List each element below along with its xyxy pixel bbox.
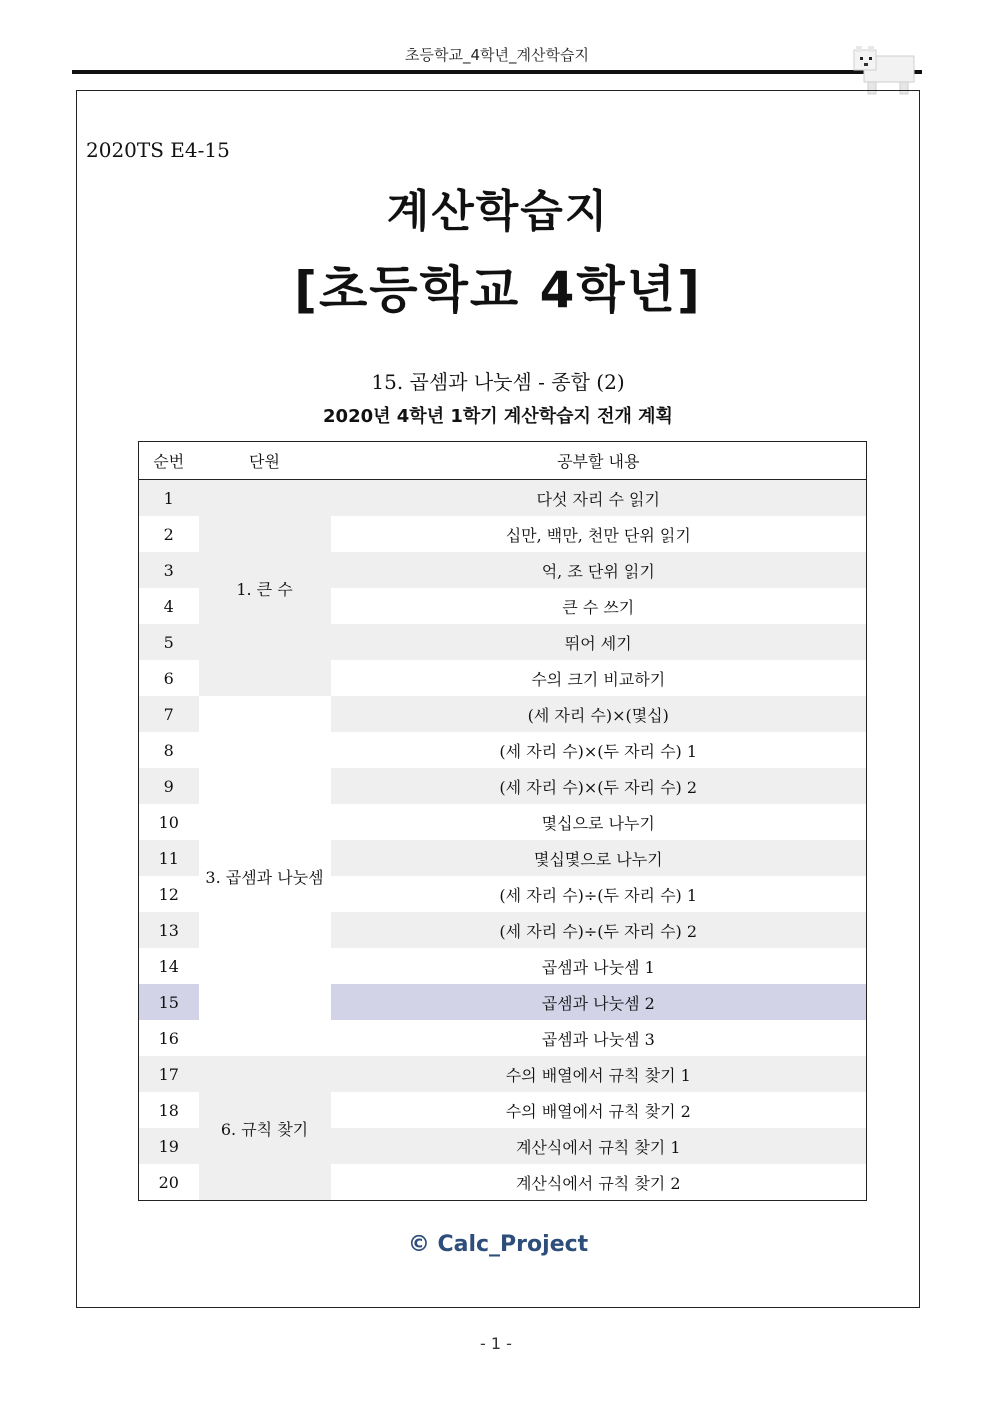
header-content: 공부할 내용 <box>331 442 867 480</box>
row-number: 13 <box>139 912 199 948</box>
row-content: 곱셈과 나눗셈 3 <box>331 1020 867 1056</box>
header-rule <box>72 70 922 74</box>
grade-title: [초등학교 4학년] <box>294 261 702 319</box>
row-content: 몇십으로 나누기 <box>331 804 867 840</box>
row-content: 몇십몇으로 나누기 <box>331 840 867 876</box>
row-content: 수의 배열에서 규칙 찾기 2 <box>331 1092 867 1128</box>
unit-cell: 3. 곱셈과 나눗셈 <box>199 696 331 1056</box>
row-number: 5 <box>139 624 199 660</box>
row-content: 다섯 자리 수 읽기 <box>331 480 867 517</box>
study-plan-table <box>138 441 867 1201</box>
row-number: 3 <box>139 552 199 588</box>
row-content: (세 자리 수)÷(두 자리 수) 1 <box>331 876 867 912</box>
table-row <box>139 1056 867 1092</box>
row-content: 수의 크기 비교하기 <box>331 660 867 696</box>
row-content: 계산식에서 규칙 찾기 1 <box>331 1128 867 1164</box>
row-number: 1 <box>139 480 199 517</box>
row-content: 뛰어 세기 <box>331 624 867 660</box>
row-content: 억, 조 단위 읽기 <box>331 552 867 588</box>
header-unit: 단원 <box>199 442 331 480</box>
page-title: 계산학습지 <box>386 186 610 237</box>
unit-cell: 6. 규칙 찾기 <box>199 1056 331 1201</box>
row-content: 계산식에서 규칙 찾기 2 <box>331 1164 867 1201</box>
row-number: 18 <box>139 1092 199 1128</box>
row-content: (세 자리 수)×(몇십) <box>331 696 867 732</box>
row-content: 큰 수 쓰기 <box>331 588 867 624</box>
row-number: 6 <box>139 660 199 696</box>
row-content: 십만, 백만, 천만 단위 읽기 <box>331 516 867 552</box>
row-content: (세 자리 수)÷(두 자리 수) 2 <box>331 912 867 948</box>
row-content: (세 자리 수)×(두 자리 수) 1 <box>331 732 867 768</box>
row-number: 12 <box>139 876 199 912</box>
row-content: 수의 배열에서 규칙 찾기 1 <box>331 1056 867 1092</box>
table-row <box>139 696 867 732</box>
header-number: 순번 <box>139 442 199 480</box>
unit-cell: 1. 큰 수 <box>199 480 331 697</box>
table-row <box>139 480 867 517</box>
row-number: 15 <box>139 984 199 1020</box>
running-title: 초등학교_4학년_계산학습지 <box>405 46 589 64</box>
row-number: 4 <box>139 588 199 624</box>
row-content: 곱셈과 나눗셈 2 <box>331 984 867 1020</box>
row-content: 곱셈과 나눗셈 1 <box>331 948 867 984</box>
plan-title: 2020년 4학년 1학기 계산학습지 전개 계획 <box>323 406 673 427</box>
row-number: 10 <box>139 804 199 840</box>
row-number: 9 <box>139 768 199 804</box>
row-number: 17 <box>139 1056 199 1092</box>
row-content: (세 자리 수)×(두 자리 수) 2 <box>331 768 867 804</box>
table-header-row <box>139 442 867 480</box>
row-number: 16 <box>139 1020 199 1056</box>
page-number: - 1 - <box>480 1334 512 1353</box>
lesson-subtitle: 15. 곱셈과 나눗셈 - 종합 (2) <box>371 370 625 394</box>
brand-footer: © Calc_Project <box>407 1232 589 1257</box>
row-number: 14 <box>139 948 199 984</box>
row-number: 11 <box>139 840 199 876</box>
row-number: 19 <box>139 1128 199 1164</box>
polar-bear-icon <box>850 42 918 96</box>
worksheet-code: 2020TS E4-15 <box>86 138 230 162</box>
row-number: 20 <box>139 1164 199 1201</box>
row-number: 7 <box>139 696 199 732</box>
row-number: 2 <box>139 516 199 552</box>
row-number: 8 <box>139 732 199 768</box>
